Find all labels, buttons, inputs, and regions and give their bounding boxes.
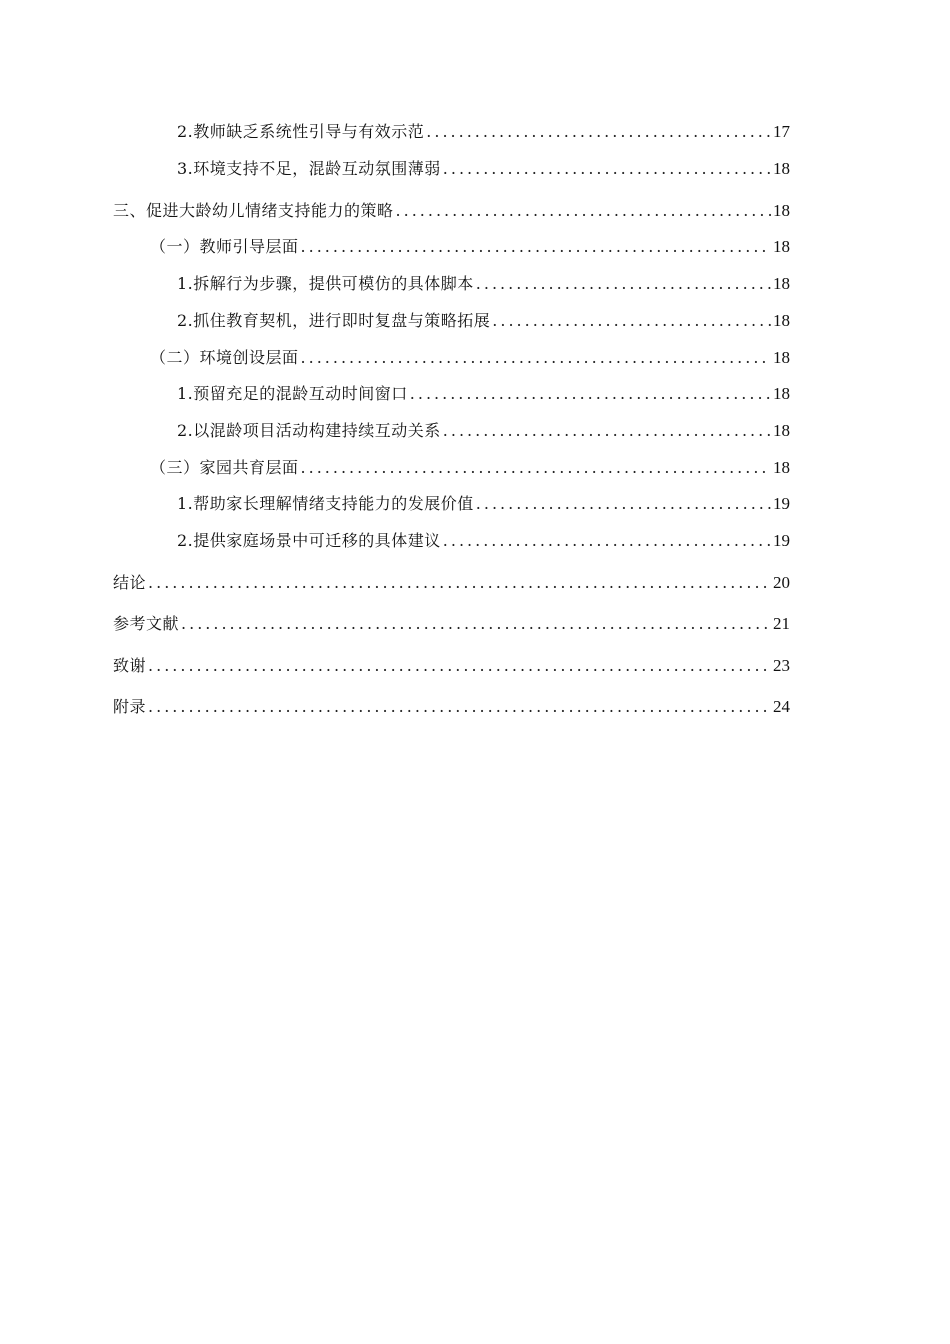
- toc-entry-title: 2.以混龄项目活动构建持续互动关系: [177, 421, 441, 440]
- toc-dot-leader: [410, 383, 771, 405]
- toc-entry[interactable]: [150, 347, 790, 369]
- toc-entry[interactable]: [177, 420, 790, 442]
- toc-entry[interactable]: [177, 310, 790, 332]
- toc-entry-title: 附录: [113, 697, 147, 716]
- toc-dot-leader: [492, 310, 771, 332]
- toc-entry-page: 19: [773, 531, 790, 550]
- toc-entry[interactable]: [150, 457, 790, 479]
- toc-dot-leader: [443, 158, 771, 180]
- toc-dot-leader: [148, 696, 771, 718]
- toc-entry-page: 18: [773, 274, 790, 293]
- toc-entry-title: 1.预留充足的混龄互动时间窗口: [177, 384, 408, 403]
- toc-entry-title: 3.环境支持不足，混龄互动氛围薄弱: [177, 159, 441, 178]
- toc-entry-title: 2.提供家庭场景中可迁移的具体建议: [177, 531, 441, 550]
- toc-dot-leader: [476, 273, 771, 295]
- toc-dot-leader: [443, 420, 771, 442]
- toc-entry[interactable]: [177, 383, 790, 405]
- toc-entry[interactable]: [177, 121, 790, 143]
- toc-entry-page: 18: [773, 458, 790, 477]
- toc-entry-page: 18: [773, 201, 790, 220]
- toc-entry[interactable]: [113, 613, 790, 635]
- toc-entry-title: （一）教师引导层面: [150, 237, 299, 256]
- toc-entry-page: 18: [773, 311, 790, 330]
- toc-entry-title: 结论: [113, 573, 147, 592]
- toc-entry-title: （三）家园共育层面: [150, 458, 299, 477]
- toc-entry[interactable]: [113, 655, 790, 677]
- toc-entry-page: 21: [773, 614, 790, 633]
- toc-dot-leader: [396, 200, 771, 222]
- toc-entry-page: 18: [773, 159, 790, 178]
- toc-entry-title: 2.抓住教育契机，进行即时复盘与策略拓展: [177, 311, 491, 330]
- toc-entry-title: 参考文献: [113, 614, 180, 633]
- toc-dot-leader: [301, 457, 771, 479]
- toc-entry-title: 致谢: [113, 656, 147, 675]
- toc-entry-title: 2.教师缺乏系统性引导与有效示范: [177, 122, 425, 141]
- toc-entry[interactable]: [177, 273, 790, 295]
- toc-dot-leader: [301, 236, 771, 258]
- toc-entry-page: 17: [773, 122, 790, 141]
- toc-entry[interactable]: [150, 236, 790, 258]
- toc-entry-title: 1.拆解行为步骤，提供可模仿的具体脚本: [177, 274, 474, 293]
- toc-dot-leader: [476, 493, 771, 515]
- toc-dot-leader: [443, 530, 771, 552]
- toc-entry-page: 18: [773, 421, 790, 440]
- toc-entry[interactable]: [113, 696, 790, 718]
- toc-entry[interactable]: [177, 158, 790, 180]
- toc-entry-page: 18: [773, 348, 790, 367]
- toc-dot-leader: [181, 613, 771, 635]
- toc-entry-page: 19: [773, 494, 790, 513]
- toc-entry-title: 三、促进大龄幼儿情绪支持能力的策略: [113, 201, 394, 220]
- toc-entry[interactable]: [113, 572, 790, 594]
- toc-entry[interactable]: [113, 200, 790, 222]
- toc-entry-title: （二）环境创设层面: [150, 348, 299, 367]
- toc-dot-leader: [301, 347, 771, 369]
- toc-dot-leader: [426, 121, 771, 143]
- toc-entry-page: 18: [773, 237, 790, 256]
- toc-dot-leader: [148, 655, 771, 677]
- toc-entry-page: 18: [773, 384, 790, 403]
- toc-entry[interactable]: [177, 493, 790, 515]
- toc-entry-page: 24: [773, 697, 790, 716]
- toc-dot-leader: [148, 572, 771, 594]
- toc-entry-page: 20: [773, 573, 790, 592]
- toc-entry[interactable]: [177, 530, 790, 552]
- toc-entry-title: 1.帮助家长理解情绪支持能力的发展价值: [177, 494, 474, 513]
- toc-entry-page: 23: [773, 656, 790, 675]
